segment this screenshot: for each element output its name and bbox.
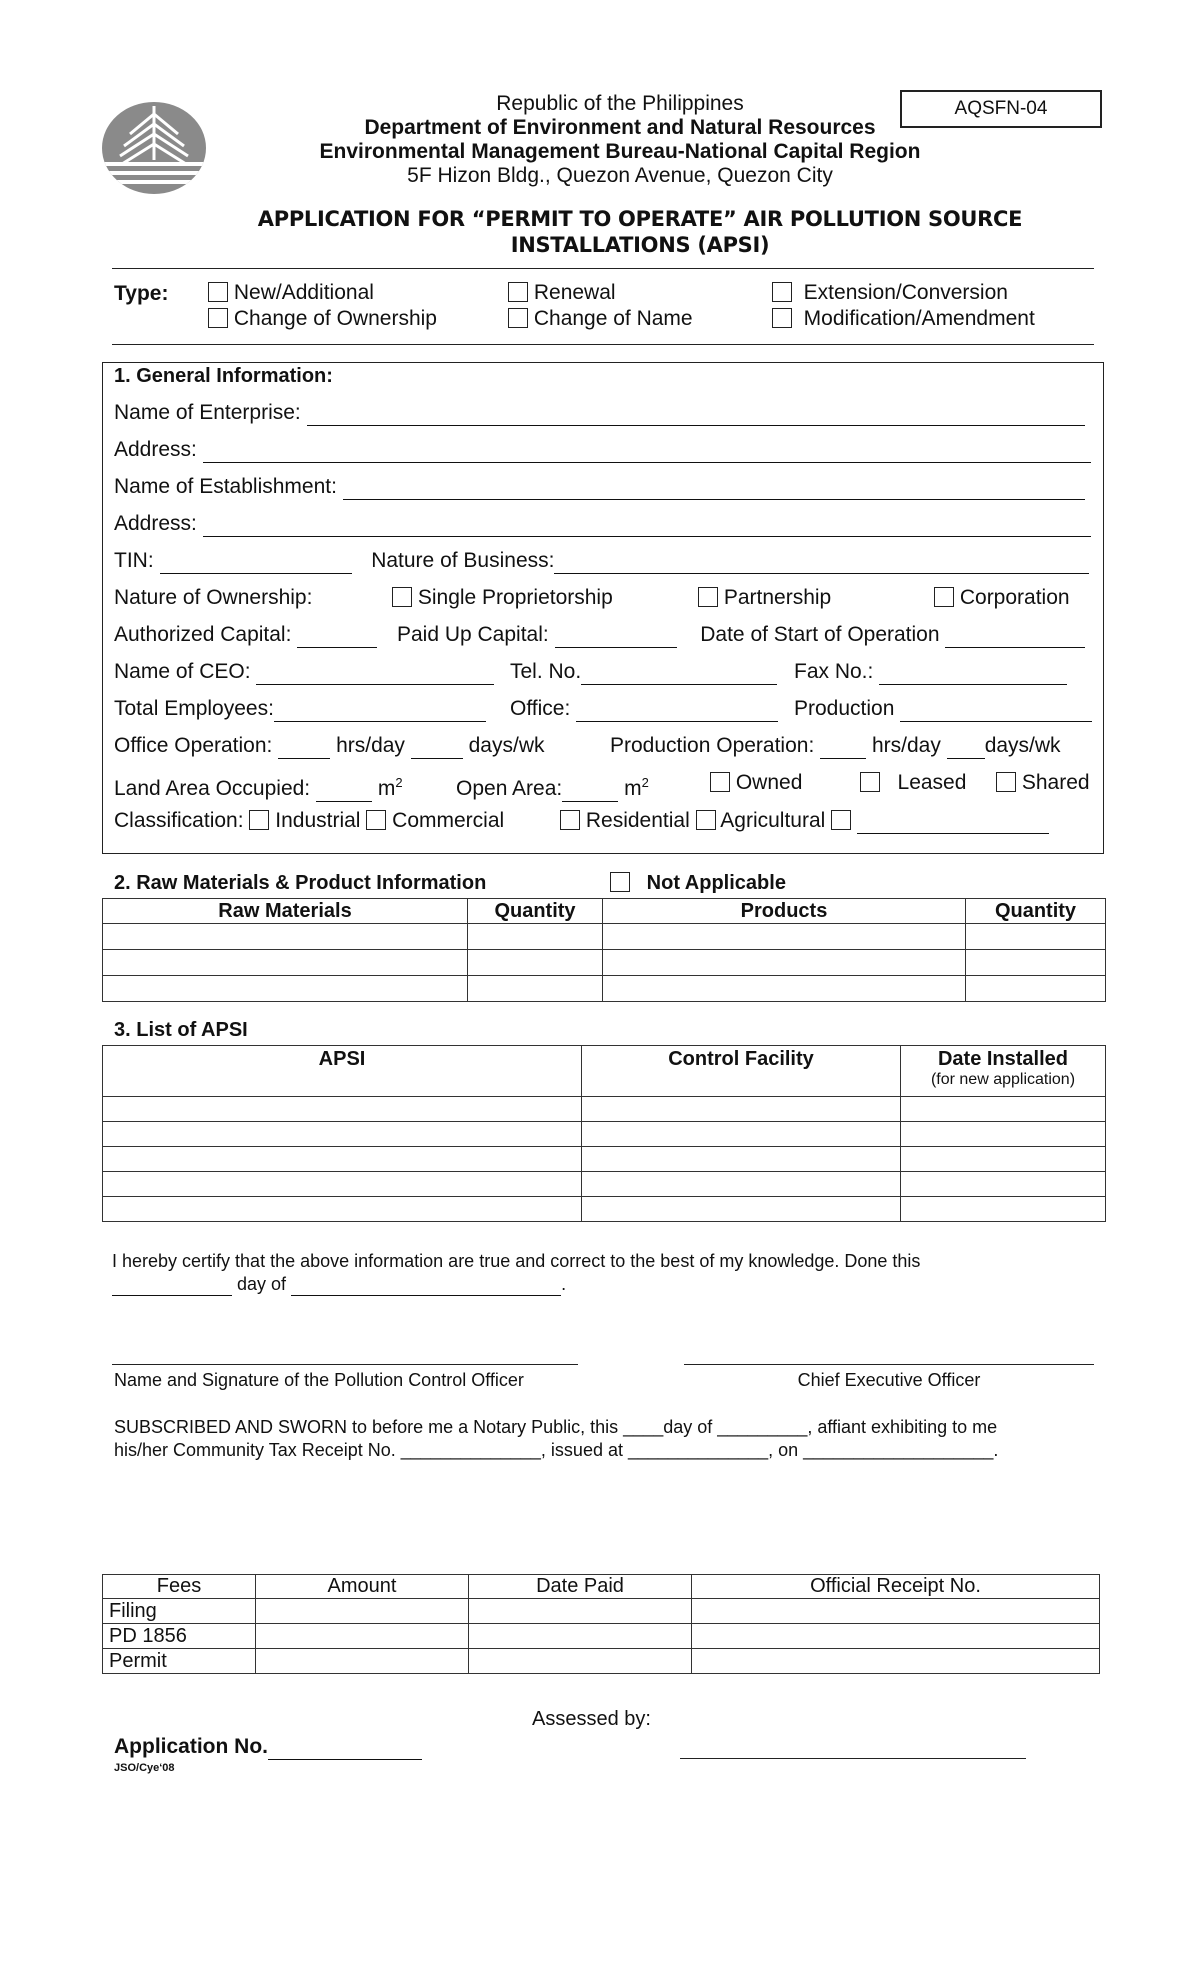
address2-label: Address: — [114, 512, 197, 535]
owned-label: Owned — [735, 771, 803, 794]
table-cell[interactable] — [582, 1097, 901, 1122]
land-area-unit-sup: 2 — [395, 775, 403, 790]
corporation-label: Corporation — [959, 586, 1070, 609]
assessed-by-line[interactable] — [680, 1758, 1026, 1759]
table-row — [103, 1599, 1100, 1624]
divider-type — [112, 344, 1094, 345]
fax-label: Fax No.: — [794, 660, 874, 683]
form-title-line1: APPLICATION FOR “PERMIT TO OPERATE” AIR POLLUTION SOURCE — [257, 207, 1023, 231]
cert-day-of: day of — [237, 1274, 287, 1294]
application-no-label: Application No. — [114, 1735, 268, 1758]
residential-label: Residential — [585, 809, 690, 832]
checkbox-owned[interactable] — [710, 772, 730, 792]
tel-label: Tel. No. — [510, 660, 582, 683]
table-cell[interactable] — [256, 1599, 469, 1624]
checkbox-change-ownership[interactable] — [208, 308, 228, 328]
type-modification: Modification/Amendment — [803, 307, 1035, 330]
col-official-receipt: Official Receipt No. — [692, 1575, 1100, 1599]
table-cell[interactable] — [692, 1599, 1100, 1624]
header-country: Republic of the Philippines — [496, 92, 744, 115]
office-hrs-field[interactable] — [278, 736, 330, 759]
cert-day-field[interactable] — [112, 1277, 232, 1296]
table-cell[interactable] — [966, 924, 1106, 950]
auth-capital-label: Authorized Capital: — [114, 623, 292, 646]
open-area-field[interactable] — [562, 779, 618, 802]
classification-label: Classification: — [114, 809, 244, 832]
land-area-field[interactable] — [316, 779, 372, 802]
col-amount: Amount — [256, 1575, 469, 1599]
col-date-installed-note: (for new application) — [930, 1071, 1076, 1088]
notary-line2: his/her Community Tax Receipt No. ______________, issued at ______________, on ___________________. — [114, 1440, 999, 1460]
cert-period: . — [561, 1274, 567, 1294]
date-start-field[interactable] — [945, 625, 1085, 648]
shared-label: Shared — [1021, 771, 1090, 794]
table-cell[interactable] — [582, 1122, 901, 1147]
table-cell[interactable] — [256, 1649, 469, 1674]
address1-label: Address: — [114, 438, 197, 461]
address2-field[interactable] — [203, 514, 1091, 537]
establishment-label: Name of Establishment: — [114, 475, 337, 498]
land-area-unit: m — [377, 777, 396, 800]
checkbox-other-class[interactable] — [831, 810, 851, 830]
table-cell[interactable] — [582, 1172, 901, 1197]
prod-hrs-field[interactable] — [820, 736, 866, 759]
table-cell[interactable] — [103, 1197, 582, 1222]
date-start-label: Date of Start of Operation — [700, 623, 940, 646]
table-row — [103, 1197, 1106, 1222]
partnership-label: Partnership — [723, 586, 832, 609]
table-row — [103, 1097, 1106, 1122]
checkbox-leased[interactable] — [860, 772, 880, 792]
checkbox-change-name[interactable] — [508, 308, 528, 328]
col-control-facility: Control Facility — [582, 1046, 901, 1097]
ceo-label: Name of CEO: — [114, 660, 251, 683]
ceo-signature-line[interactable] — [684, 1364, 1094, 1365]
pco-signature-label: Name and Signature of the Pollution Control Officer — [114, 1370, 524, 1390]
apsi-table — [102, 1045, 1106, 1222]
table-cell[interactable] — [468, 950, 603, 976]
leased-label: Leased — [897, 771, 967, 794]
table-cell[interactable] — [468, 976, 603, 1002]
fax-field[interactable] — [879, 662, 1067, 685]
nature-business-label: Nature of Business: — [371, 549, 555, 572]
checkbox-industrial[interactable] — [249, 810, 269, 830]
col-date-paid: Date Paid — [469, 1575, 692, 1599]
checkbox-corporation[interactable] — [934, 587, 954, 607]
checkbox-partnership[interactable] — [698, 587, 718, 607]
industrial-label: Industrial — [275, 809, 361, 832]
prod-hrs-label: hrs/day — [871, 734, 941, 757]
type-change-name: Change of Name — [533, 307, 693, 330]
table-cell[interactable] — [692, 1624, 1100, 1649]
apsi-heading: 3. List of APSI — [114, 1019, 248, 1041]
table-cell[interactable] — [103, 976, 468, 1002]
table-cell[interactable] — [603, 950, 966, 976]
checkbox-not-applicable[interactable] — [610, 872, 630, 892]
col-quantity-1: Quantity — [468, 899, 603, 924]
checkbox-modification[interactable] — [772, 308, 792, 328]
assessed-by-label: Assessed by: — [532, 1708, 651, 1730]
table-cell[interactable] — [103, 924, 468, 950]
checkbox-single[interactable] — [392, 587, 412, 607]
form-code: JSO/Cye‘08 — [114, 1762, 175, 1774]
prod-days-field[interactable] — [947, 736, 985, 759]
col-raw-materials: Raw Materials — [103, 899, 468, 924]
prod-days-label: days/wk — [984, 734, 1061, 757]
form-title — [230, 206, 1050, 258]
table-cell[interactable] — [468, 924, 603, 950]
total-emp-field[interactable] — [274, 699, 486, 722]
office-op-label: Office Operation: — [114, 734, 273, 757]
auth-capital-field[interactable] — [297, 625, 377, 648]
table-cell[interactable] — [901, 1097, 1106, 1122]
table-row — [103, 976, 1106, 1002]
address1-field[interactable] — [203, 440, 1091, 463]
table-row — [103, 1649, 1100, 1674]
commercial-label: Commercial — [392, 809, 505, 832]
application-no-field[interactable] — [268, 1737, 422, 1760]
checkbox-commercial[interactable] — [366, 810, 386, 830]
type-label: Type: — [114, 282, 169, 305]
production-label: Production — [794, 697, 895, 720]
col-apsi: APSI — [103, 1046, 582, 1097]
table-cell[interactable] — [603, 924, 966, 950]
fee-pd1856: PD 1856 — [103, 1624, 256, 1649]
office-field[interactable] — [576, 699, 778, 722]
table-row — [103, 1172, 1106, 1197]
header-address: 5F Hizon Bldg., Quezon Avenue, Quezon City — [407, 164, 833, 187]
table-cell[interactable] — [103, 1147, 582, 1172]
land-area-label: Land Area Occupied: — [114, 777, 311, 800]
tin-field[interactable] — [160, 551, 352, 574]
raw-materials-table — [102, 898, 1106, 1002]
office-days-field[interactable] — [411, 736, 463, 759]
checkbox-new[interactable] — [208, 282, 228, 302]
table-cell[interactable] — [582, 1197, 901, 1222]
table-cell[interactable] — [103, 1097, 582, 1122]
checkbox-residential[interactable] — [560, 810, 580, 830]
prod-op-label: Production Operation: — [610, 734, 815, 757]
table-cell[interactable] — [692, 1649, 1100, 1674]
enterprise-label: Name of Enterprise: — [114, 401, 301, 424]
header-bureau: Environmental Management Bureau-National Capital Region — [319, 140, 921, 163]
table-cell[interactable] — [103, 950, 468, 976]
checkbox-renewal[interactable] — [508, 282, 528, 302]
form-title-line2: INSTALLATIONS (APSI) — [510, 233, 770, 257]
nature-business-field[interactable] — [554, 551, 1089, 574]
divider-top — [112, 268, 1094, 269]
type-change-ownership: Change of Ownership — [233, 307, 437, 330]
establishment-field[interactable] — [343, 477, 1085, 500]
checkbox-agricultural[interactable] — [696, 810, 716, 830]
fees-table — [102, 1574, 1100, 1674]
total-emp-label: Total Employees: — [114, 697, 274, 720]
table-cell[interactable] — [469, 1599, 692, 1624]
table-cell[interactable] — [582, 1147, 901, 1172]
raw-heading: 2. Raw Materials & Product Information — [114, 872, 487, 894]
cert-date-field[interactable] — [291, 1277, 561, 1296]
not-applicable-label: Not Applicable — [646, 872, 786, 894]
table-cell[interactable] — [603, 976, 966, 1002]
paid-capital-field[interactable] — [555, 625, 677, 648]
pco-signature-line[interactable] — [112, 1364, 578, 1365]
table-cell[interactable] — [901, 1172, 1106, 1197]
table-row — [103, 1122, 1106, 1147]
table-cell[interactable] — [901, 1147, 1106, 1172]
col-fees: Fees — [103, 1575, 256, 1599]
cert-text: I hereby certify that the above information are true and correct to the best of my knowledge. Done this — [112, 1251, 921, 1271]
col-products: Products — [603, 899, 966, 924]
table-cell[interactable] — [103, 1172, 582, 1197]
office-label: Office: — [510, 697, 571, 720]
general-heading: 1. General Information: — [114, 365, 333, 387]
table-cell[interactable] — [469, 1624, 692, 1649]
paid-capital-label: Paid Up Capital: — [396, 623, 549, 646]
col-date-installed: Date Installed — [937, 1048, 1069, 1070]
header-department: Department of Environment and Natural Resources — [364, 116, 876, 139]
table-row — [103, 924, 1106, 950]
agricultural-label: Agricultural — [720, 809, 826, 832]
col-quantity-2: Quantity — [966, 899, 1106, 924]
type-extension: Extension/Conversion — [803, 281, 1008, 304]
nature-ownership-label: Nature of Ownership: — [114, 586, 313, 609]
single-label: Single Proprietorship — [417, 586, 613, 609]
table-cell[interactable] — [469, 1649, 692, 1674]
type-renewal: Renewal — [533, 281, 616, 304]
table-cell[interactable] — [256, 1624, 469, 1649]
certification — [112, 1250, 1094, 1296]
tin-label: TIN: — [114, 549, 154, 572]
checkbox-extension[interactable] — [772, 282, 792, 302]
table-cell[interactable] — [901, 1197, 1106, 1222]
open-area-label: Open Area: — [456, 777, 563, 800]
office-days-label: days/wk — [468, 734, 545, 757]
table-row — [103, 1624, 1100, 1649]
table-cell[interactable] — [966, 976, 1106, 1002]
other-class-field[interactable] — [857, 811, 1049, 834]
table-cell[interactable] — [966, 950, 1106, 976]
open-area-unit-sup: 2 — [641, 775, 649, 790]
open-area-unit: m — [624, 777, 642, 800]
col-date-installed-header — [901, 1046, 1106, 1097]
notary-line1: SUBSCRIBED AND SWORN to before me a Notary Public, this ____day of _________, affiant exhibiting to me — [114, 1417, 998, 1437]
form-number: AQSFN-04 — [900, 90, 1102, 128]
tel-field[interactable] — [581, 662, 777, 685]
ceo-field[interactable] — [256, 662, 494, 685]
enterprise-field[interactable] — [307, 403, 1085, 426]
notary-block — [114, 1416, 998, 1462]
fee-permit: Permit — [103, 1649, 256, 1674]
checkbox-shared[interactable] — [996, 772, 1016, 792]
ceo-signature-label: Chief Executive Officer — [797, 1370, 981, 1390]
fee-filing: Filing — [103, 1599, 256, 1624]
table-cell[interactable] — [103, 1122, 582, 1147]
table-cell[interactable] — [901, 1122, 1106, 1147]
table-row — [103, 1147, 1106, 1172]
denr-logo-icon — [100, 100, 208, 196]
table-row — [103, 950, 1106, 976]
type-new: New/Additional — [233, 281, 374, 304]
production-field[interactable] — [900, 699, 1092, 722]
office-hrs-label: hrs/day — [336, 734, 405, 757]
